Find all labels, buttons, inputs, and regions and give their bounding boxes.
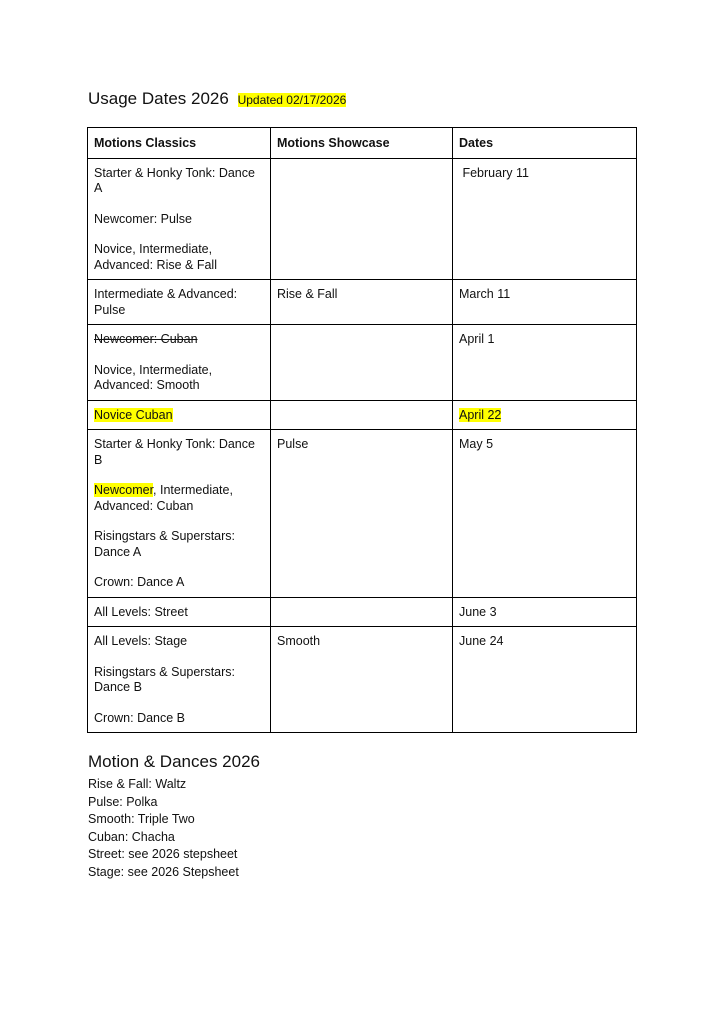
showcase-cell [271,158,453,280]
date-cell [453,400,637,430]
classics-entry: Novice, Intermediate, Advanced: Smooth [94,362,213,392]
date-cell: March 11 [453,280,637,325]
classics-cell [88,158,271,280]
column-header-classics: Motions Classics [88,128,271,159]
classics-entry: Risingstars & Superstars: Dance A [94,529,236,559]
classics-entry: Starter & Honky Tonk: Dance A [94,165,255,195]
showcase-cell [271,325,453,401]
list-item: Street: see 2026 stepsheet [88,847,238,861]
page-title [88,88,346,111]
classics-entry: Crown: Dance A [94,575,185,589]
dances-section-title: Motion & Dances 2026 [88,752,260,771]
classics-entry: Risingstars & Superstars: Dance B [94,664,236,694]
list-item: Pulse: Polka [88,794,158,809]
showcase-cell: Rise & Fall [271,280,453,325]
date-highlighted: April 22 [459,407,502,422]
classics-cell [88,325,271,401]
showcase-cell: Pulse [271,430,453,598]
column-header-dates: Dates [453,128,637,159]
list-item: Stage: see 2026 Stepsheet [88,864,239,879]
table-row [88,400,637,430]
classics-entry: All Levels: Street [94,604,188,619]
date-cell: February 11 [453,158,637,280]
table-header-row [88,128,637,159]
date-cell: June 3 [453,597,637,627]
showcase-cell [271,400,453,430]
classics-entry [94,483,264,514]
date-cell: April 1 [453,325,637,401]
classics-cell [88,280,271,325]
table-row [88,597,637,627]
classics-cell [88,430,271,598]
title-text: Usage Dates 2026 [88,89,229,108]
list-item: Cuban: Chacha [88,829,175,844]
table-row [88,158,637,280]
dance-list [88,776,239,881]
classics-entry: Novice, Intermediate, Advanced: Rise & Fall [94,242,217,272]
newcomer-highlighted: Newcomer [94,483,154,497]
classics-cell [88,627,271,733]
showcase-cell [271,597,453,627]
date-cell: June 24 [453,627,637,733]
table-row [88,430,637,598]
list-item: Smooth: Triple Two [88,812,195,826]
column-header-showcase: Motions Showcase [271,128,453,159]
showcase-cell: Smooth [271,627,453,733]
classics-cell [88,400,271,430]
classics-entry: Newcomer: Pulse [94,211,192,226]
table-row [88,325,637,401]
classics-entry: Starter & Honky Tonk: Dance B [94,437,255,467]
classics-entry: All Levels: Stage [94,634,188,648]
classics-entry-rest: , Intermediate, Advanced: Cuban [94,483,233,513]
classics-entry-highlighted: Novice Cuban [94,407,173,422]
list-item: Rise & Fall: Waltz [88,777,187,791]
updated-date-badge: Updated 02/17/2026 [237,93,347,107]
table-row [88,280,637,325]
table-row [88,627,637,733]
classics-entry: Crown: Dance B [94,710,186,725]
classics-entry: Intermediate & Advanced: Pulse [94,287,238,317]
date-cell: May 5 [453,430,637,598]
usage-dates-table [87,127,637,733]
classics-cell [88,597,271,627]
classics-entry-struck: Newcomer: Cuban [94,332,198,346]
